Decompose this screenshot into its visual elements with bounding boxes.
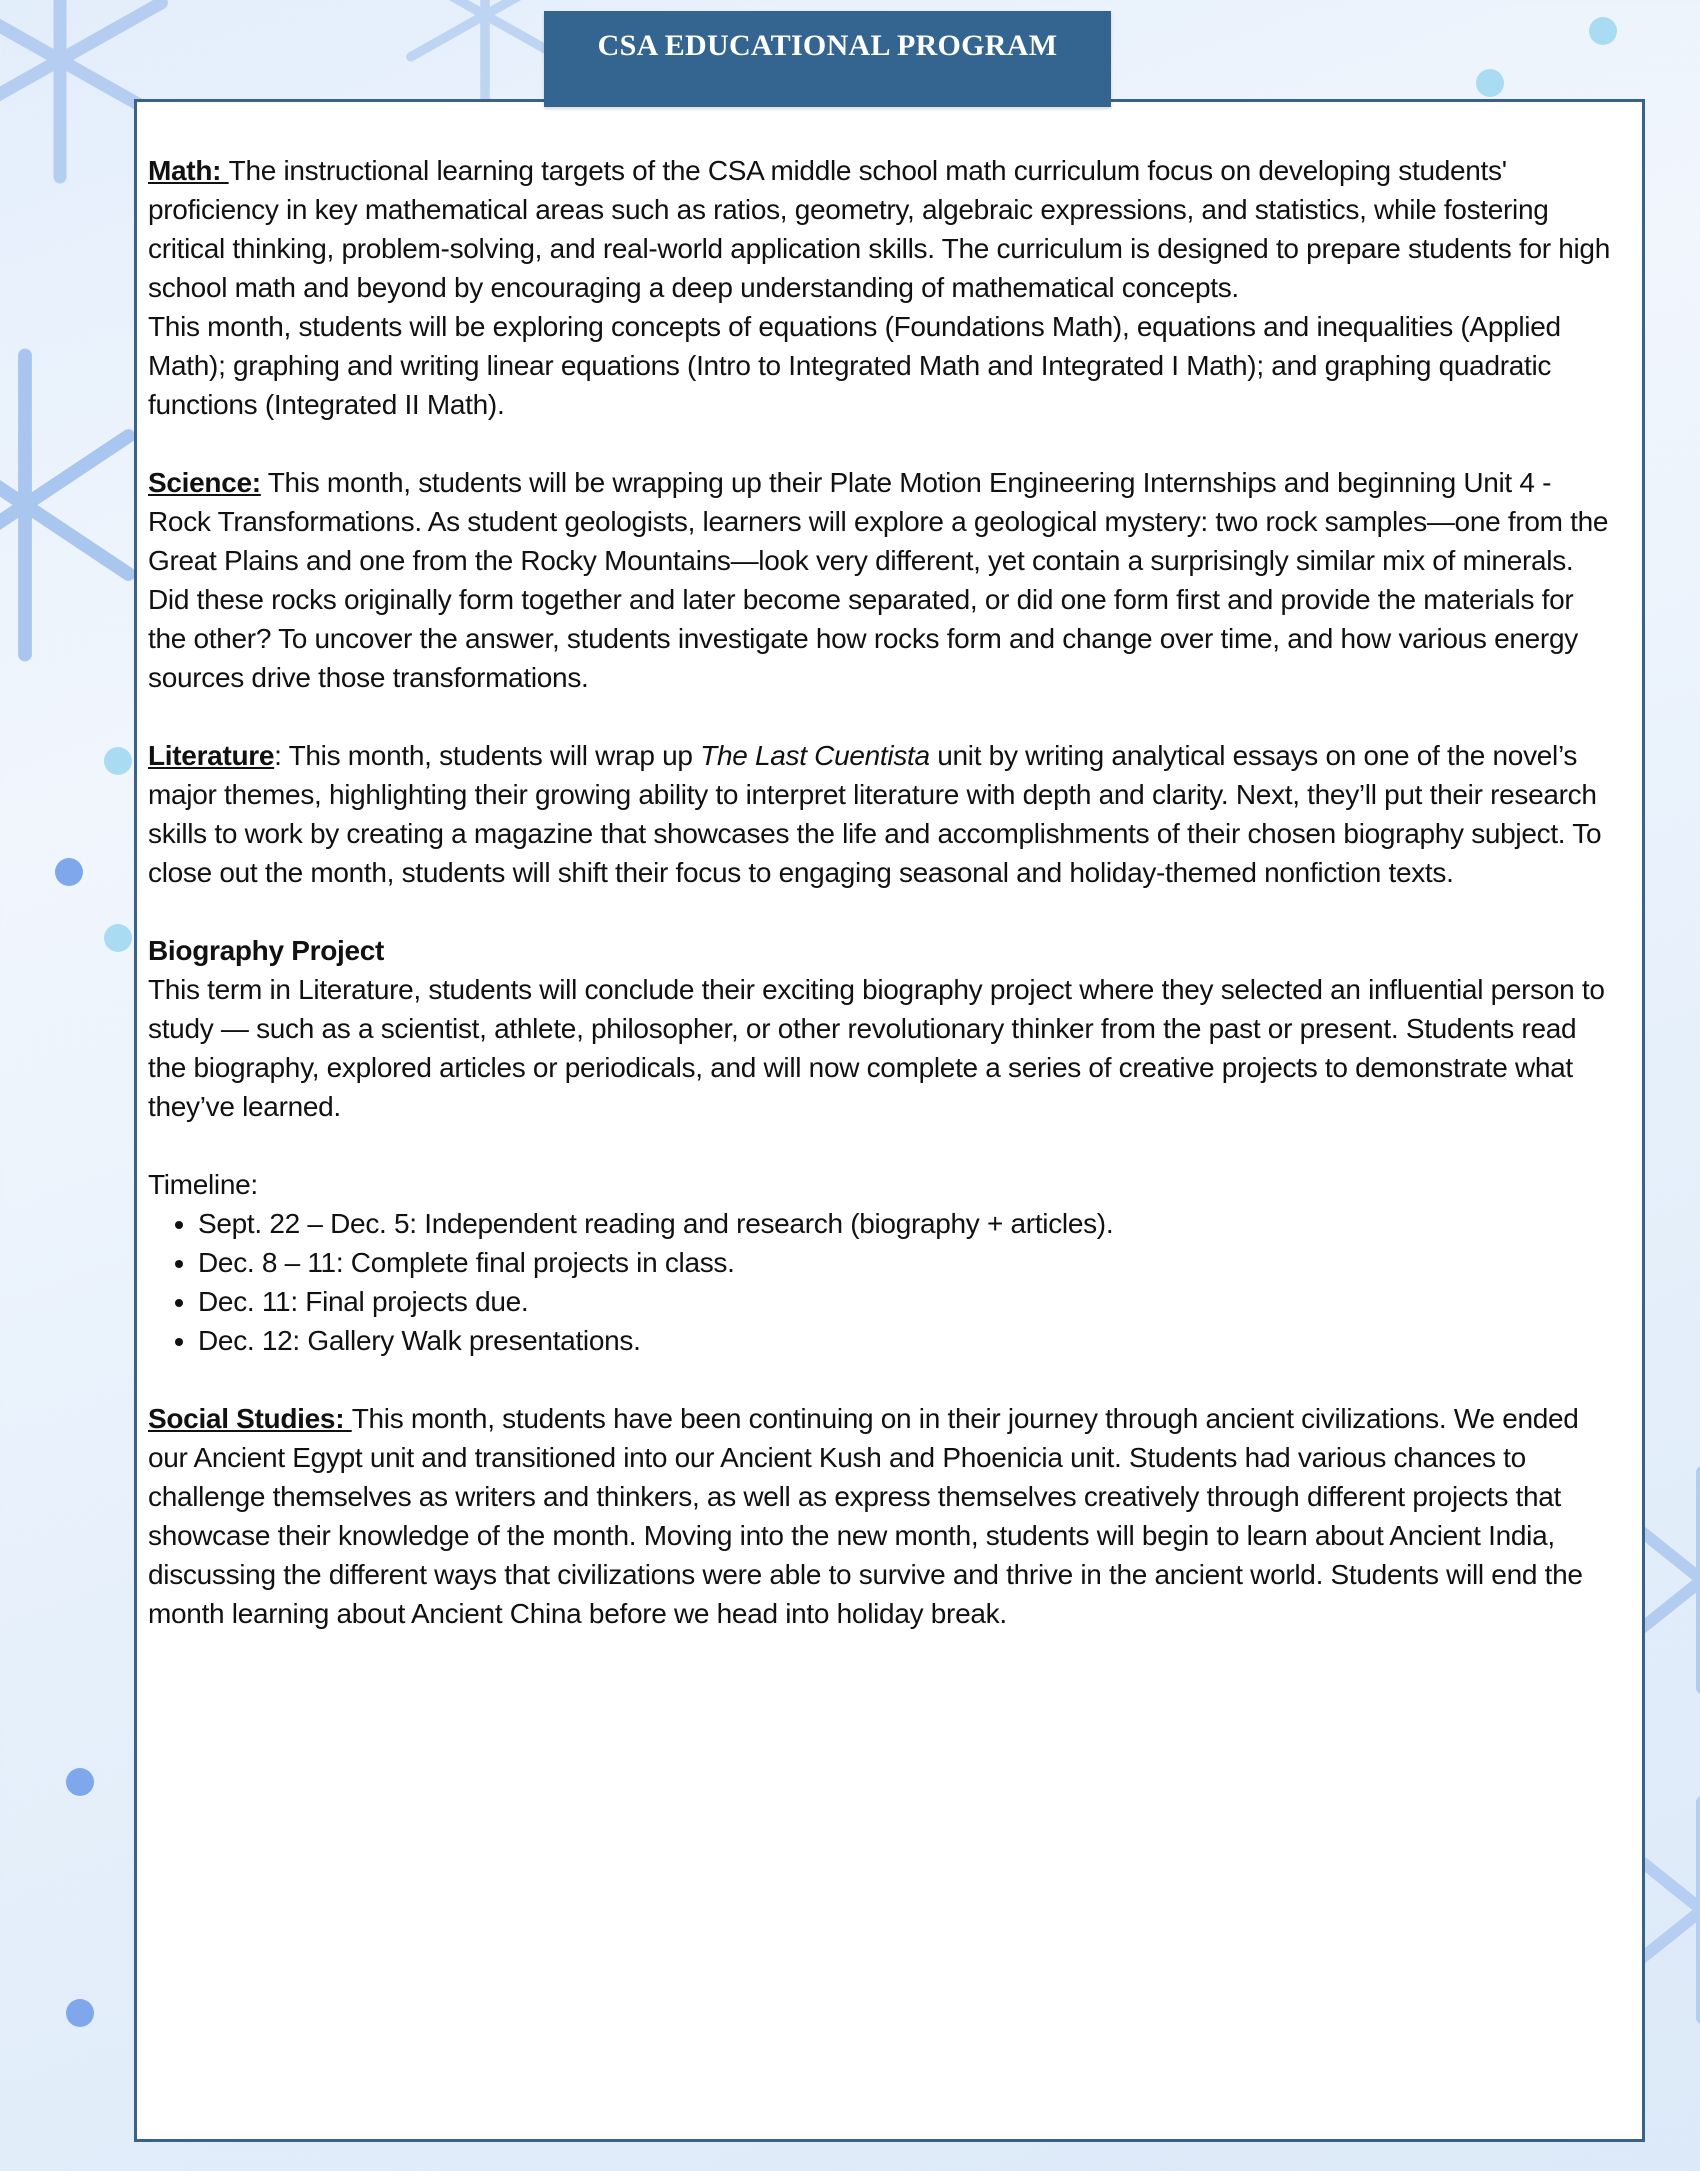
decorative-dot	[1589, 17, 1617, 45]
social-studies-label: Social Studies:	[148, 1403, 352, 1434]
text-line: The instructional learning targets of the CSA middle school math curriculum focus on	[228, 155, 1251, 186]
text-line: selected an influential person to study — such as a scientist, athlete, philosopher, or other	[148, 974, 1605, 1044]
timeline-item: • Sept. 22 – Dec. 5: Independent reading and research (biography + articles).	[198, 1204, 1618, 1243]
decorative-dot	[1476, 69, 1504, 97]
text-line: together and later become separated, or did one form first and provide the materials for the	[148, 584, 1574, 654]
text-line: learned.	[242, 1091, 341, 1122]
page-title: CSA EDUCATIONAL PROGRAM	[544, 11, 1111, 107]
text-line: This month, students have been continuing on in their journey through ancient	[351, 1403, 1294, 1434]
biography-heading: Biography Project	[148, 935, 385, 966]
snowflake-icon	[1642, 1450, 1700, 1710]
text-line: how various energy sources drive those transformations.	[148, 623, 1578, 693]
decorative-dot	[104, 924, 132, 952]
text-line: break.	[930, 1598, 1007, 1629]
text-line: Phoenicia unit. Students had various chances to challenge themselves as writers and thinkers, as	[148, 1442, 1526, 1512]
text-line: discussing the different ways that civilizations were able to survive and thrive in the ancient	[148, 1559, 1243, 1590]
text-line: developing students' proficiency in key mathematical areas such as ratios, geometry, algebraic	[148, 155, 1507, 225]
timeline-item: • Dec. 8 – 11: Complete final projects in class.	[198, 1243, 1618, 1282]
text-line: month, students will shift their focus to engaging seasonal and holiday-themed nonfiction texts.	[310, 857, 1454, 888]
snowflake-icon	[0, 340, 140, 670]
math-section	[148, 151, 1618, 424]
timeline-label: Timeline:	[148, 1169, 258, 1200]
text-line: application skills. The curriculum is designed to prepare students for high school math and	[148, 233, 1610, 303]
text-line: This month, students will be exploring concepts of equations (Foundations Math), equations and	[148, 311, 1309, 342]
text-line: very different, yet contain a surprisingly similar mix of minerals. Did these rocks originally form	[148, 545, 1574, 615]
literature-section	[148, 736, 1618, 892]
timeline-list	[148, 1204, 1618, 1360]
text-line: : This month, students will wrap up	[274, 740, 701, 771]
decorative-dot	[55, 858, 83, 886]
text-line: beginning Unit 4 - Rock Transformations. As student geologists, learners will explore a geological	[148, 467, 1552, 537]
text-line: of the month. Moving into the new month, students will begin to learn about Ancient India,	[476, 1520, 1555, 1551]
text-line: revolutionary thinker from the past or present. Students read the biography, explored articles or	[148, 1013, 1577, 1083]
text-line: Integrated I Math); and graphing quadratic functions (Integrated II Math).	[148, 350, 1552, 420]
timeline-section	[148, 1165, 1618, 1360]
text-line: well as express themselves creatively through different projects that showcase their knowledge	[148, 1481, 1562, 1551]
book-title: The Last Cuentista	[700, 740, 930, 771]
decorative-dot	[104, 747, 132, 775]
timeline-item: • Dec. 12: Gallery Walk presentations.	[198, 1321, 1618, 1360]
text-line: world. Students will end the month learning about Ancient China before we head into holiday	[148, 1559, 1583, 1629]
text-line: periodicals, and will now complete a series of creative projects to demonstrate what they’ve	[148, 1052, 1573, 1122]
text-line: expressions, and statistics, while fostering critical thinking, problem-solving, and real-world	[148, 194, 1549, 264]
text-line: unit by writing analytical essays	[929, 740, 1318, 771]
text-line: beyond by encouraging a deep understanding of mathematical concepts.	[356, 272, 1239, 303]
biography-section	[148, 931, 1618, 1126]
text-line: This month, students will be wrapping up their Plate Motion Engineering Internships and	[260, 467, 1330, 498]
social-studies-section	[148, 1399, 1618, 1633]
text-line: on one of the novel’s major themes, highlighting their growing ability to interpret literature with	[148, 740, 1578, 810]
math-label: Math:	[148, 155, 229, 186]
snowflake-icon	[1642, 1760, 1700, 2060]
text-line: This term in Literature, students will conclude their exciting biography project where they	[148, 974, 1214, 1005]
science-section	[148, 463, 1618, 697]
timeline-item: • Dec. 11: Final projects due.	[198, 1282, 1618, 1321]
text-line: inequalities (Applied Math); graphing and writing linear equations (Intro to Integrated Math and	[148, 311, 1561, 381]
text-line: showcases the life and accomplishments of their chosen biography subject. To close out the	[148, 818, 1602, 888]
text-line: civilizations. We ended our Ancient Egypt unit and transitioned into our Ancient Kush and	[148, 1403, 1579, 1473]
text-line: depth and clarity. Next, they’ll put their research skills to work by creating a magazine that	[148, 779, 1597, 849]
literature-label: Literature	[148, 740, 275, 771]
text-line: other? To uncover the answer, students investigate how rocks form and change over time, and	[193, 623, 1334, 654]
decorative-dot	[66, 1999, 94, 2027]
newsletter-body	[148, 151, 1618, 1672]
text-line: mystery: two rock samples—one from the Great Plains and one from the Rocky Mountains—look	[148, 506, 1609, 576]
science-label: Science:	[148, 467, 261, 498]
decorative-dot	[66, 1768, 94, 1796]
